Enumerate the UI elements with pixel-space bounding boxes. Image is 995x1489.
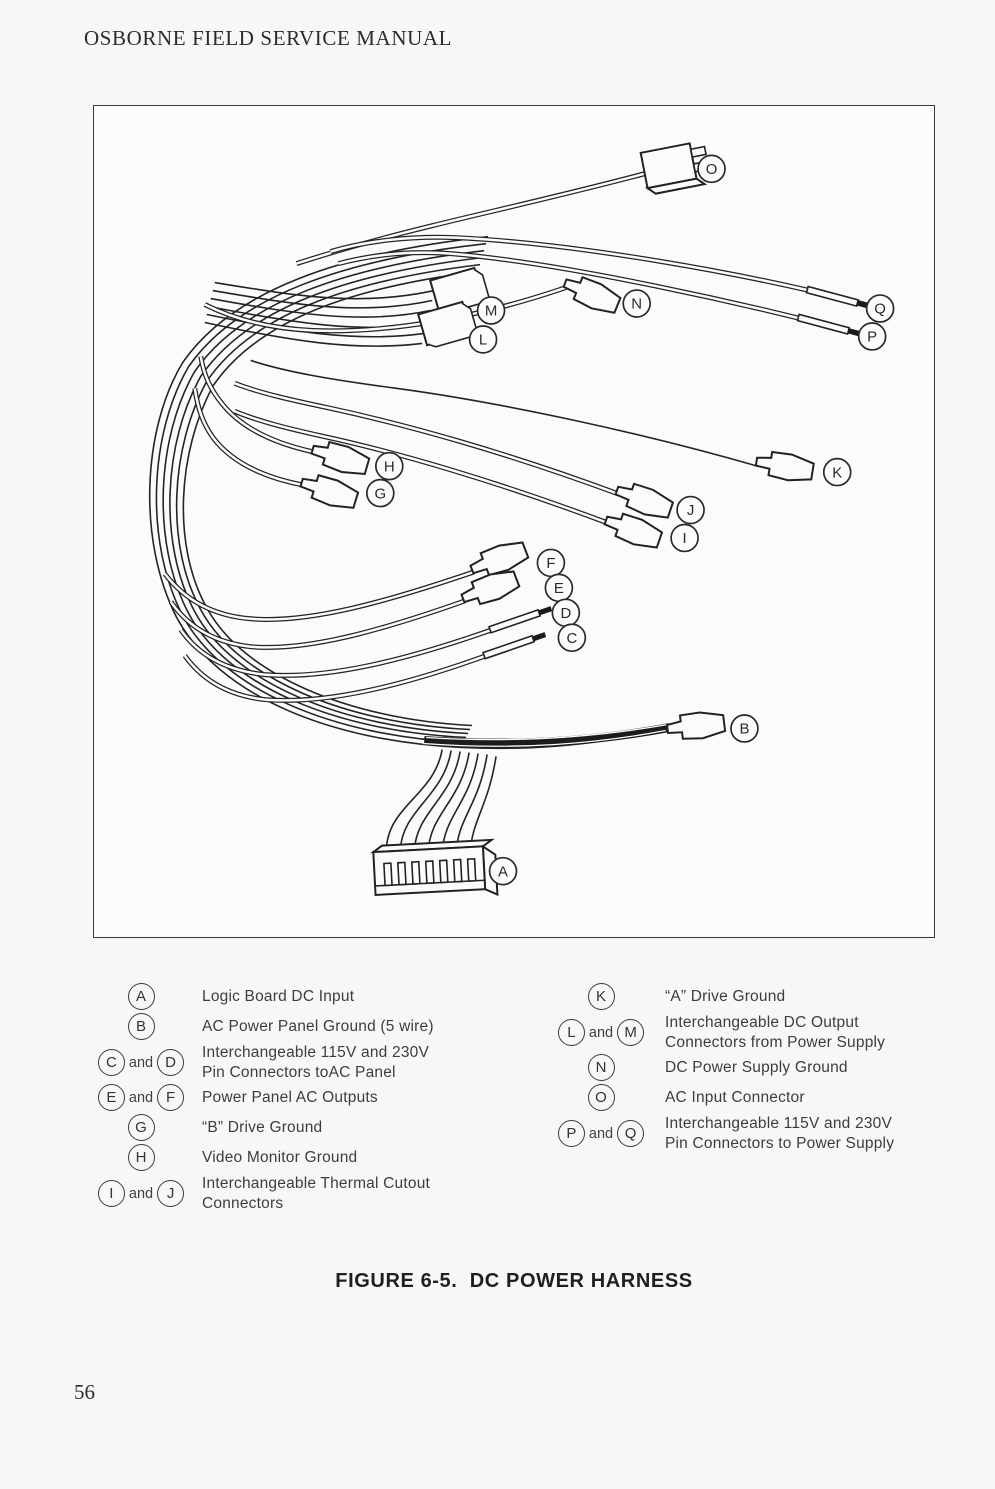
- connector-label-e: [545, 574, 572, 601]
- legend-badge-d: D: [157, 1049, 184, 1076]
- legend-row-n: [545, 1054, 975, 1081]
- legend-row-b: [88, 1013, 538, 1040]
- svg-text:Q: Q: [874, 300, 886, 318]
- legend-text: Connectors: [202, 1194, 284, 1212]
- svg-text:D: D: [560, 604, 572, 622]
- legend-text: Pin Connectors toAC Panel: [202, 1063, 396, 1081]
- svg-text:C: C: [566, 629, 578, 647]
- and-word: and: [128, 1089, 154, 1106]
- svg-text:M: M: [484, 302, 498, 320]
- legend-row-g: [88, 1114, 538, 1141]
- connector-label-k: [824, 459, 851, 486]
- legend-badge-f: F: [157, 1084, 184, 1111]
- connector-label-g: [367, 480, 394, 507]
- legend-text: Interchangeable 115V and 230V: [202, 1044, 430, 1061]
- legend-badge-a: A: [128, 983, 155, 1010]
- connector-label-h: [376, 453, 403, 480]
- wire-run-to-b: [423, 725, 669, 747]
- connector-b-spade: [666, 710, 726, 743]
- connector-label-o: [698, 155, 725, 182]
- harness-diagram: [94, 106, 934, 937]
- legend-text: Logic Board DC Input: [202, 987, 355, 1005]
- connector-k-spade: [754, 449, 814, 484]
- legend-badge-m: M: [617, 1019, 644, 1046]
- and-word: and: [128, 1185, 154, 1202]
- svg-text:N: N: [631, 295, 643, 313]
- legend-row-h: [88, 1144, 538, 1171]
- connector-label-a: [490, 858, 517, 885]
- svg-text:J: J: [686, 502, 695, 520]
- legend-badge-n: N: [588, 1054, 615, 1081]
- legend-badge-b: B: [128, 1013, 155, 1040]
- legend-row-p-q: [545, 1114, 975, 1153]
- legend-text: Interchangeable 115V and 230V: [665, 1115, 893, 1132]
- svg-text:E: E: [553, 580, 564, 598]
- wire-fan-to-a: [386, 749, 496, 853]
- legend-badge-p: P: [558, 1120, 585, 1147]
- and-word: and: [588, 1125, 614, 1142]
- connector-label-l: [470, 326, 497, 353]
- legend-row-a: [88, 983, 538, 1010]
- and-word: and: [588, 1024, 614, 1041]
- legend-right-column: [545, 983, 975, 1155]
- connector-label-j: [677, 497, 704, 524]
- legend-text: Pin Connectors to Power Supply: [665, 1134, 895, 1152]
- connector-label-n: [623, 290, 650, 317]
- legend-badge-g: G: [128, 1114, 155, 1141]
- connector-label-q: [867, 295, 894, 322]
- connector-q-pin: [806, 286, 870, 309]
- legend-text: Interchangeable DC Output: [665, 1014, 859, 1031]
- connector-c-pin: [483, 632, 546, 659]
- svg-text:F: F: [546, 555, 556, 573]
- legend-row-i-j: [88, 1174, 538, 1213]
- svg-text:P: P: [867, 328, 878, 346]
- legend-row-k: [545, 983, 975, 1010]
- svg-text:O: O: [705, 161, 718, 179]
- connector-label-m: [478, 297, 505, 324]
- connector-p-pin: [797, 314, 861, 337]
- legend-badge-h: H: [128, 1144, 155, 1171]
- page-title: OSBORNE FIELD SERVICE MANUAL: [84, 26, 453, 50]
- connector-label-b: [731, 715, 758, 742]
- legend-badge-c: C: [98, 1049, 125, 1076]
- connector-label-i: [671, 524, 698, 551]
- figure-caption: FIGURE 6-5. DC POWER HARNESS: [335, 1270, 693, 1292]
- legend-text: Video Monitor Ground: [202, 1148, 358, 1166]
- legend-text: Connectors from Power Supply: [665, 1033, 886, 1051]
- legend-badge-i: I: [98, 1180, 125, 1207]
- legend-text: “B” Drive Ground: [202, 1118, 323, 1136]
- connector-a-header: [373, 840, 497, 901]
- page-number: 56: [74, 1380, 95, 1404]
- connector-label-d: [552, 599, 579, 626]
- legend-badge-e: E: [98, 1084, 125, 1111]
- connector-label-p: [859, 323, 886, 350]
- legend-text: Interchangeable Thermal Cutout: [202, 1175, 431, 1192]
- legend-row-c-d: [88, 1043, 538, 1082]
- svg-text:G: G: [374, 485, 387, 503]
- legend-badge-j: J: [157, 1180, 184, 1207]
- svg-text:I: I: [682, 530, 687, 548]
- svg-text:A: A: [498, 863, 509, 881]
- legend-text: AC Power Panel Ground (5 wire): [202, 1017, 434, 1035]
- connector-label-f: [537, 549, 564, 576]
- legend-row-e-f: [88, 1084, 538, 1111]
- legend-row-l-m: [545, 1013, 975, 1052]
- legend-badge-o: O: [588, 1084, 615, 1111]
- figure-frame: [93, 105, 935, 938]
- legend-left-column: [88, 983, 538, 1215]
- legend-row-o: [545, 1084, 975, 1111]
- svg-text:H: H: [383, 458, 395, 476]
- legend-badge-k: K: [588, 983, 615, 1010]
- svg-text:B: B: [739, 720, 750, 738]
- legend-badge-q: Q: [617, 1120, 644, 1147]
- legend-text: DC Power Supply Ground: [665, 1058, 848, 1076]
- legend-text: AC Input Connector: [665, 1088, 805, 1106]
- svg-text:K: K: [832, 464, 843, 482]
- connector-label-c: [558, 624, 585, 651]
- svg-text:L: L: [478, 331, 488, 349]
- connector-g-spade: [298, 471, 360, 512]
- legend-badge-l: L: [558, 1019, 585, 1046]
- legend-text: “A” Drive Ground: [665, 987, 786, 1005]
- connector-d-pin: [489, 606, 552, 633]
- legend-text: Power Panel AC Outputs: [202, 1088, 378, 1106]
- and-word: and: [128, 1054, 154, 1071]
